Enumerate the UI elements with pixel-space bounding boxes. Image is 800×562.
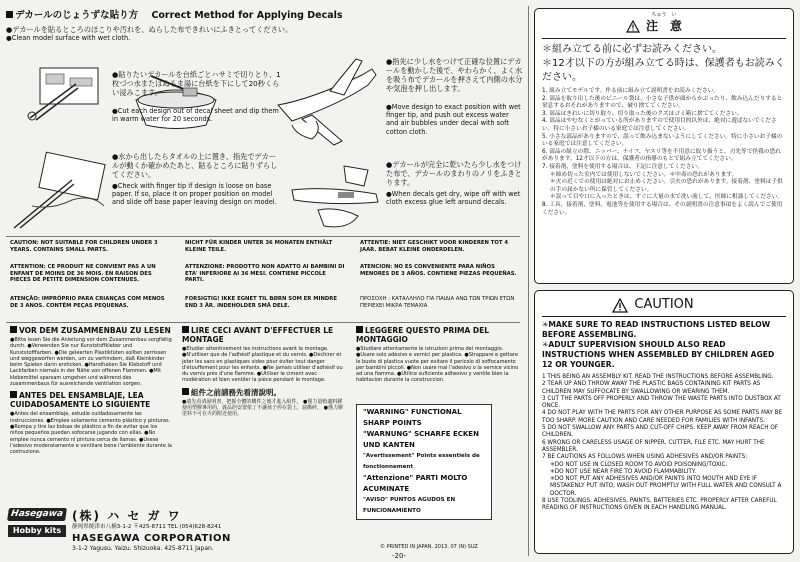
tweezers-illustration [12,150,110,230]
warning-label: "WARNUNG" [363,430,412,438]
decal-step3-jp: ●指先に少し水をつけて正確な位置にデカールを動かした後で、やわらかく、よく水を吸う布でデカールを押さえて内側の水分や気泡を押し出します。 [386,57,523,93]
list-item: ＊締め切った室内では使用しないでください。＊中毒の恐れがあります。 [550,171,738,178]
cutting-illustration [26,58,116,122]
column-divider [528,6,529,556]
address-en: 3-1-2 Yagusu. Yaizu. Shizuoka. 425-8711 Japan. [72,545,214,552]
decal-step2-jp: ●水から出したらタオルの上に置き、指先でデカールが動くか確かめたあと、貼るところに貼りずらしてください。 [112,152,278,179]
list-item: 6. 部品の組立の際、ニッパー、ナイフ、ヤスリ等を不用意に取り扱うと、刃先等で怪我の恐れがあります。12才以下の方は、保護者の指導のもとで組み立ててください。 [542,148,781,163]
list-item: ✳DO NOT USE IN CLOSED ROOM TO AVOID POISONING/TOXIC. [550,461,728,468]
fr-body: ●Etudier attentivement les instructions avant le montage. ●N'utiliser que de l'adhésif plastique et du vernis. ●Déchirer et jeter les sacs en plastiques vides pour éviter tout danger d'étouffement pour les enfants. ●Ne jamais utiliser d'adhésif ou du vernis près d'une flamme. ●Utiliser le ciment avec modération et bien ventiler la pièce pendant le montage. [182,346,343,384]
caution-sv: FORSIGTIG! IKKE EGNET TIL BØRN SOM ER MINDRE END 3 ÅR. INDEHOLDER SMÅ DELE. [185,296,337,309]
chui-title: 注 意 [645,19,682,33]
chui-lead2: ＊12才以下の方が組み立てる時は、保護者もお読みください。 [542,58,785,83]
warning-text: PUNTOS AGUDOS EN FUNCIONAMIENTO [363,497,456,514]
decal-intro-jp: ●デカールを貼るところのほこりや汚れを、ぬらした布できれいにふきとってください。 [6,25,293,34]
it-title [356,326,522,344]
list-item: 1. 組み立てモデルです。作る前に組み立て説明書をお読みください。 [542,88,720,94]
decal-title [6,10,526,22]
chui-ruby: ちゅう い [651,12,677,18]
de-body: ●Bitte lesen Sie die Anleitung vor dem Zusammenbau sorgfältig durch. ●Verwenden Sie nur Kunststoffkleber und Kunststofffarben. ●Die geleerten Plastiktüten sollten zerrissen und weggeworfen werden, um zu verhindern, daß Kleinkinder beim Spielen darin ersticken. ●Handhaben Sie Klebstoff und Lackfarben niemals in der Nähe von offenen Flammen. ●Mit klebemittel sparsam umgehen und während des zusammenbaus für ausreichende ventilation sorgen. [10,337,172,388]
warning-text: FUNCTIONAL SHARP POINTS [363,408,462,427]
warning-label: "Attenzione" [363,474,414,482]
warning-row [363,407,485,429]
decal-step4-en: ●When decals get dry, wipe off with wet cloth excess glue left around decals. [386,190,521,207]
es-body: ●Antes del ensamblaje, estudie cuidadosamente las instrucciones. ●Emplee solamente cemento plástico y pinturas. ●Rompa y tire las bolsas de plástico a fin de evitar que los niños pequeños puedan sofocarse jugando con ellas. ●No emplee nunca cemento ni pintura cerca de llamas. ●Usese l'adesivo moderatamente e ventilare bene l'ambiente durante la costruzione. [10,411,172,456]
divider-line [6,236,520,237]
bullet-square-icon [10,391,17,398]
list-item: 3 CUT THE PARTS OFF PROPERLY AND THROW THE WASTE PARTS INTO DUSTBOX AT ONCE. [542,395,781,410]
lang-col-right [356,326,522,384]
warning-row [363,495,485,517]
warning-row [363,429,485,451]
caution-lead1: ✳MAKE SURE TO READ INSTRUCTIONS LISTED BELOW BEFORE ASSEMBLING. [542,320,771,339]
list-item: ✳DO NOT USE NEAR FIRE TO AVOID FLAMMABILITY. [550,468,697,475]
caution-title: CAUTION [634,297,694,312]
japanese-caution-box [534,8,794,284]
caution-nl: ATTENTIE: NIET GESCHIKT VOOR KINDEREN TOT 4 JAAR. BEBAT KLEINE ONDERDELEN. [360,240,509,253]
list-item: ＊誤って目や口に入ったときは、すぐに大量の水で洗い流して、医師に相談してください。 [550,194,784,201]
es-title-text: ANTES DEL ENSAMBLAJE, LEA CUIDADOSAMENTE LO SIGUIENTE [10,391,151,410]
caution-lead2: ✳ADULT SUPERVISION SHOULD ALSO READ INSTRUCTIONS WHEN ASSEMBLED BY CHILDREN AGED 12 OR YOUNGER. [542,340,775,369]
airplane-illustration [272,55,382,150]
caution-en: CAUTION: NOT SUITABLE FOR CHILDREN UNDER 3 YEARS. CONTAINS SMALL PARTS. [10,240,158,253]
warning-row [363,451,485,473]
it-body: ●Studiare attentamente le istruzioni prima del montaggio. ●Usare solo adesivo e vernici per plastica. ●Strappare e gettare le buste di plastica vuote per evitare il pericolo di soffocamento per bambini piccoli. ●Non usare mai l'adesivo o la vernice vicino ad una fiamma. ●Utilice suficiente adhesivo y ventile bien la habitacion durante la construccion. [356,346,519,384]
list-item: 7 BE CAUTIONS AS FOLLOWS WHEN USING ADHESIVES AND/OR PAINTS: [542,454,748,461]
warning-text: Points essentiels de fonctionnement [363,453,480,470]
chui-underline [542,38,786,39]
decal-intro-en: ●Clean model surface with wet cloth. [6,34,131,42]
warning-label: "WARNING" [363,408,409,416]
company-block [72,510,272,553]
bullet-square-icon [10,326,17,333]
list-item: 4 DO NOT PLAY WITH THE PARTS FOR ANY OTHER PURPOSE AS SOME PARTS MAY BE TOO SHARP. MORE CAUTION AND CARE NEEDED FOR FAMILIES WITH INFANTS. [542,410,783,424]
chui-list [542,88,786,217]
decal-step2-en: ●Check with finger tip if design is loose on base paper. If so, place it on proper position on model and slide off base paper leaving design on model. [112,182,277,207]
decal-section [6,10,526,235]
caution-pt: ATENÇÃO: IMPRÓPRIO PARA CRIANÇAS COM MENOS DE 3 ANOS. CONTÉM PEÇAS PEQUENAS. [10,296,165,309]
warning-label: "Avertissement" [363,453,415,459]
fr-title [182,326,347,344]
bullet-square-icon [182,326,189,333]
hasegawa-logo [8,508,66,556]
bullet-square-icon [6,11,13,18]
zh-title [182,388,347,397]
bullet-square-icon [356,326,363,333]
list-item: 1 THIS BEING AN ASSEMBLY KIT. READ THE INSTRUCTIONS BEFORE ASSEMBLING. [542,374,774,380]
chui-lead1: ＊組み立てる前に必ずお読みください。 [542,44,722,55]
warning-triangle-icon [612,298,628,313]
caution-list [542,374,786,513]
zh-title-text: 組件之前請務先看清說明。 [191,387,281,397]
lang-col-mid [182,326,347,418]
fr-title-text: LIRE CECI AVANT D'EFFECTUER LE MONTAGE [182,326,334,344]
list-item: 5. 小さな部品がありますので、誤って飲み込まないようにしてください。特に小さいお子様のいる家庭では注意してください。 [542,133,783,148]
caution-es: ATENCION: NO ES CONVENIENTE PARA NIÑOS MENORES DE 3 AÑOS. CONTIENE PIEZAS PEQUEÑAS. [360,264,517,277]
decal-step1-en: ●Cut each design out of decal sheet and dip them in warm water for 20 seconds. [112,107,279,124]
decal-title-en: Correct Method for Applying Decals [151,10,343,21]
caution-de: NICHT FÜR KINDER UNTER 36 MONATEN ENTHÄLT KLEINE TEILE. [185,240,333,253]
printed-in-japan: © PRINTED IN JAPAN. 2013. 07 (N) SUZ [380,544,478,550]
warning-text: PARTI MOLTO ACUMINATE [363,474,468,493]
chui-header [542,12,786,38]
divider-line [6,322,520,323]
list-item: ＊火の近くでの使用は絶対にお止めください。引火の恐れがあります。接着剤、塗料は子供の手の届かない所に保管してください。 [550,179,783,193]
logo-wordmark: Hasegawa [7,508,67,521]
address-jp: 静岡県焼津市八楠3-1-2 〒425-8711 TEL (054)628-8241 [72,524,222,530]
company-jp: (株) ハ セ ガ ワ [72,509,182,523]
decal-step3-en: ●Move design to exact position with wet finger tip, and push out excess water and air bubbles under decal with soft cotton cloth. [386,103,521,136]
warning-triangle-icon [626,20,640,33]
list-item: 5 DO NOT SWALLOW ANY PARTS AND CUT-OFF CHIPS. KEEP AWAY FROM REACH OF CHILDREN. [542,425,779,439]
caution-header [542,294,786,316]
warning-label: "AVISO" [363,497,388,503]
list-item: ✳DO NOT PUT ANY ADHESIVES AND/OR PAINTS INTO MOUTH AND EYE IF MISTAKENLY PUT INTO, WASH OUT PROMPTLY WITH FULL WATER AND CONSULT A DOCTOR. [550,476,782,497]
list-item: 8 USE TOOLINGS, ADHESIVES, PAINTS, BATTERIES ETC. PROPERLY AFTER CAREFUL READING OF INSTRUCTIONS GIVEN IN EACH HANDLING MANUAL. [542,498,777,512]
caution-fr: ATTENTION: CE PRODUIT NE CONVIENT PAS A UN ENFANT DE MOINS DE 36 MOIS. EN RAISON DES PIECES DE PETITE DIMENSION CONTENUES. [10,264,156,284]
caution-el: ΠΡΟΣΟΧΗ : ΚΑΤΑΛΛΗΛΟ ΓΙΑ ΠΑΙΔΙΑ ΑΝΩ ΤΩΝ ΤΡΙΩΝ ΕΤΩΝ ΠΕΡΙΕΧΕΙ ΜΙΚΡΑ ΤΕΜΑΧΙΑ [360,296,515,309]
it-title-text: LEGGERE QUESTO PRIMA DEL MONTAGGIO [356,326,490,344]
decal-step4-jp: ●デカールが完全に乾いたら少し水をつけた布で、デカールのまわりのノリをふきとります。 [386,160,522,187]
caution-it: ATTENZIONE: PRODOTTO NON ADATTO AI BAMBINI DI ETA' INFERIORE AI 36 MESI. CONTIENE PICCOLE PARTI. [185,264,345,284]
list-item: 7. 接着剤、塗料を使用する場合は、下記に注意してください。 [542,163,703,170]
sharp-points-warning-box [356,404,492,520]
decal-title-jp: デカールのじょうずな貼り方 [15,10,139,21]
de-title [10,326,172,335]
company-en: HASEGAWA CORPORATION [72,533,231,544]
list-item: 8. 工具、接着剤、塗料、電池等を使用する場合は、その説明書の注意事項をよく読んでご使用ください。 [542,201,783,216]
lang-col-left [10,326,172,455]
decal-step1-jp: ●貼りたいデカールを台紙ごとハサミで切りとり、1枚づつ水またはぬるま湯に台紙を下にして20秒くらい浸みこます。 [112,70,281,97]
fuselage-illustration [288,160,382,232]
logo-subtitle: Hobby kits [8,525,66,537]
list-item: 2. 部品を取り出した後のビニール袋は、小さな子供が頭からかぶったり、飲み込んだりすると窒息するおそれがありますので、破り捨ててください。 [542,95,783,110]
english-caution-box [534,290,794,554]
warning-row [363,473,485,495]
list-item: 2 TEAR UP AND THROW AWAY THE PLASTIC BAGS CONTAINING KIT PARTS AS CHILDREN MAY SUFFOCATE BY SWALLOWING OR WEARING THEM. [542,381,761,395]
list-item: 3. 部品はきれいに切り取り、切り取った後のクズはゴミ箱に捨ててください。 [542,110,743,117]
warning-text: SCHARFE ECKEN UND KANTEN [363,430,479,449]
page-number: -20- [392,552,406,560]
zh-body: ●請先看清說明書，把握全體的構件之後才進入組件。 ●僅力量較適料膠使用塑膠專用的，義品的安置依了不讓孩子停在袋上，請撕碎。 ●僅力膠塗料不可在火的附近使用。 [182,398,343,418]
de-title-text: VOR DEM ZUSAMMENBAU ZU LESEN [19,326,171,335]
list-item: 4. 部品はやむなくとがっている所がありますので使用目的以外は、絶対に遊ばないでください。特に小さいお子様のいる家庭では注意してください。 [542,118,777,132]
multilang-cautions [10,240,522,320]
bullet-square-icon [182,388,189,395]
list-item: 6 WRONG OR CARELESS USAGE OF NIPPER, CUTTER, FILE ETC. MAY HURT THE ASSEMBLER. [542,439,765,453]
caution-underline [542,316,786,317]
es-title [10,391,172,409]
